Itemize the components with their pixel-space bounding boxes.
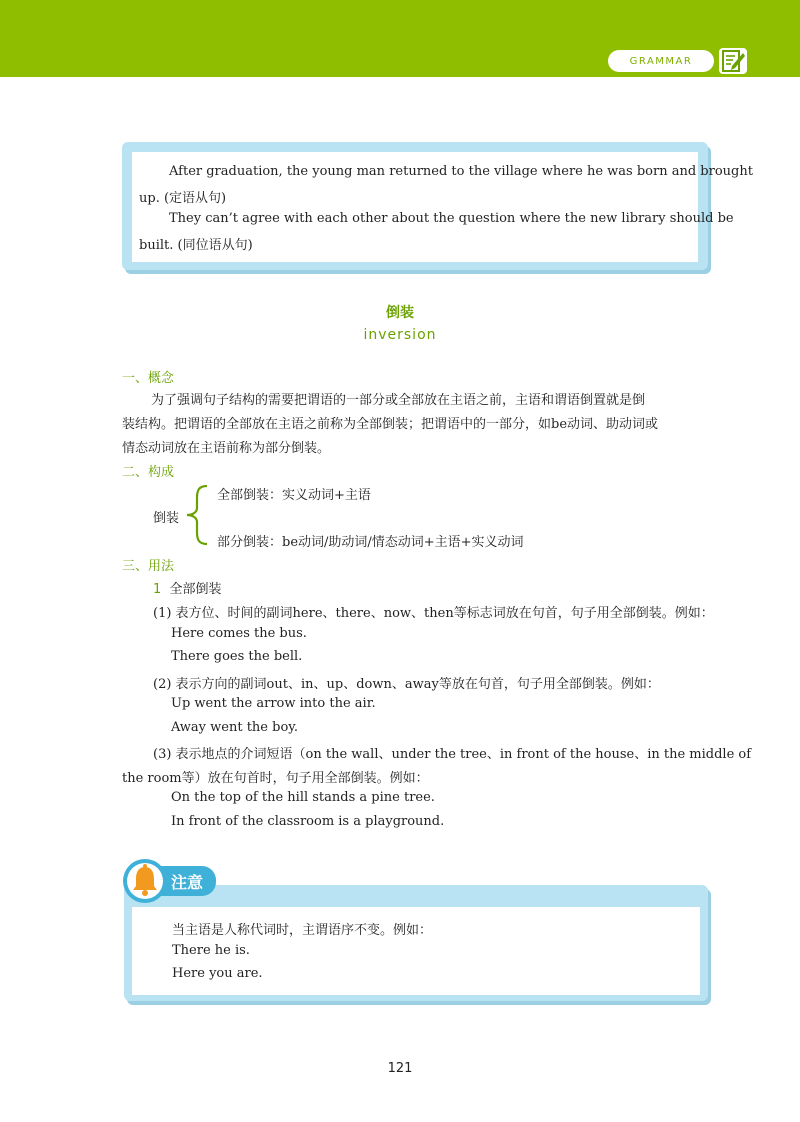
example-sentence: On the top of the hill stands a pine tree. bbox=[171, 790, 435, 805]
sub-title: 全部倒装 bbox=[169, 582, 222, 597]
example-sentence: There goes the bell. bbox=[171, 649, 303, 664]
note-line: There he is. bbox=[172, 943, 250, 958]
brace-icon bbox=[183, 484, 209, 546]
example-line: built. (同位语从句) bbox=[139, 238, 253, 253]
structure-heading: 二、构成 bbox=[122, 465, 175, 480]
example-line: up. (定语从句) bbox=[139, 191, 227, 206]
note-line: 当主语是人称代词时，主谓语序不变。例如： bbox=[172, 923, 433, 938]
structure-root: 倒装 bbox=[153, 511, 180, 526]
usage-heading: 三、用法 bbox=[122, 559, 175, 574]
rule-3-cont: the room等）放在句首时，句子用全部倒装。例如： bbox=[122, 771, 429, 786]
example-line: After graduation, the young man returned to the village where he was born and brought bbox=[169, 164, 753, 179]
page-number: 121 bbox=[387, 1061, 413, 1076]
rule-2: (2) 表示方向的副词out、in、up、down、away等放在句首，句子用全部倒装。例如： bbox=[153, 677, 660, 692]
example-sentence: Up went the arrow into the air. bbox=[171, 696, 376, 711]
concept-line: 情态动词放在主语前称为部分倒装。 bbox=[122, 441, 331, 456]
note-label: 注意 bbox=[150, 866, 216, 896]
concept-line: 装结构。把谓语的全部放在主语之前称为全部倒装；把谓语中的一部分，如be动词、助动词或 bbox=[122, 417, 659, 432]
sub-number: 1 bbox=[153, 582, 162, 597]
concept-heading: 一、概念 bbox=[122, 371, 175, 386]
example-sentence: Here comes the bus. bbox=[171, 626, 307, 641]
usage-subtitle bbox=[153, 578, 222, 597]
section-title-cn: 倒装 bbox=[386, 305, 414, 321]
note-line: Here you are. bbox=[172, 966, 263, 981]
section-title-en: inversion bbox=[363, 327, 437, 343]
example-sentence: In front of the classroom is a playground. bbox=[171, 814, 445, 829]
structure-full: 全部倒装：实义动词+主语 bbox=[217, 488, 371, 503]
structure-partial: 部分倒装：be动词/助动词/情态动词+主语+实义动词 bbox=[217, 535, 524, 550]
example-line: They can’t agree with each other about the question where the new library should be bbox=[169, 211, 734, 226]
example-sentence: Away went the boy. bbox=[171, 720, 299, 735]
section-label: GRAMMAR bbox=[608, 50, 714, 72]
bell-icon bbox=[122, 858, 168, 904]
pencil-note-icon bbox=[718, 47, 748, 75]
concept-line: 为了强调句子结构的需要把谓语的一部分或全部放在主语之前，主语和谓语倒置就是倒 bbox=[151, 393, 646, 408]
rule-1: (1) 表方位、时间的副词here、there、now、then等标志词放在句首，句子用全部倒装。例如： bbox=[153, 606, 714, 621]
rule-3: (3) 表示地点的介词短语（on the wall、under the tree、in front of the house、in the middle of bbox=[153, 747, 752, 762]
